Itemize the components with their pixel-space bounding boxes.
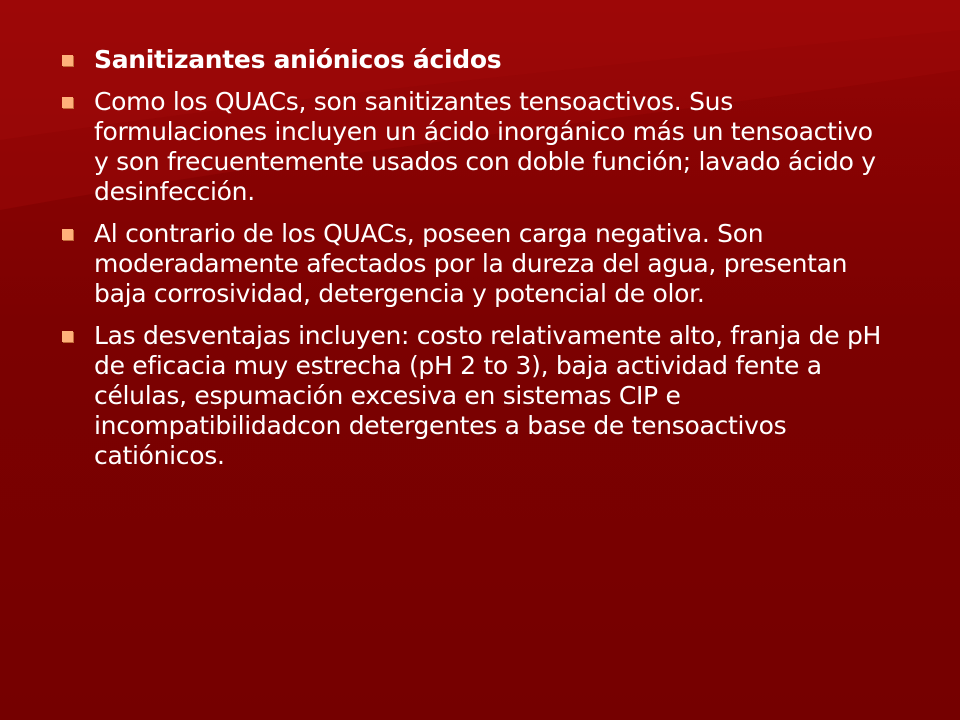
square-bullet-icon [62, 55, 73, 66]
bullet-item-properties [60, 219, 890, 309]
square-bullet-icon [62, 97, 73, 108]
bullet-item-description [60, 87, 890, 207]
bullet-text: Las desventajas incluyen: costo relativamente alto, franja de pH de eficacia muy estrecha (pH 2 to 3), baja actividad fente a células, espumación excesiva en sistemas CIP e incompatibilidadcon detergentes a base de tensoactivos catiónicos. [94, 321, 882, 470]
bullet-text: Al contrario de los QUACs, poseen carga negativa. Son moderadamente afectados por la dureza del agua, presentan baja corrosividad, detergencia y potencial de olor. [94, 219, 848, 308]
bullet-item-disadvantages [60, 321, 890, 471]
square-bullet-icon [62, 229, 73, 240]
bullet-item-title [60, 45, 890, 75]
bullet-text: Sanitizantes aniónicos ácidos [94, 45, 502, 74]
slide-content [60, 45, 890, 483]
bullet-text: Como los QUACs, son sanitizantes tensoactivos. Sus formulaciones incluyen un ácido inorgánico más un tensoactivo y son frecuentemente usados con doble función; lavado ácido y desinfección. [94, 87, 876, 206]
square-bullet-icon [62, 331, 73, 342]
